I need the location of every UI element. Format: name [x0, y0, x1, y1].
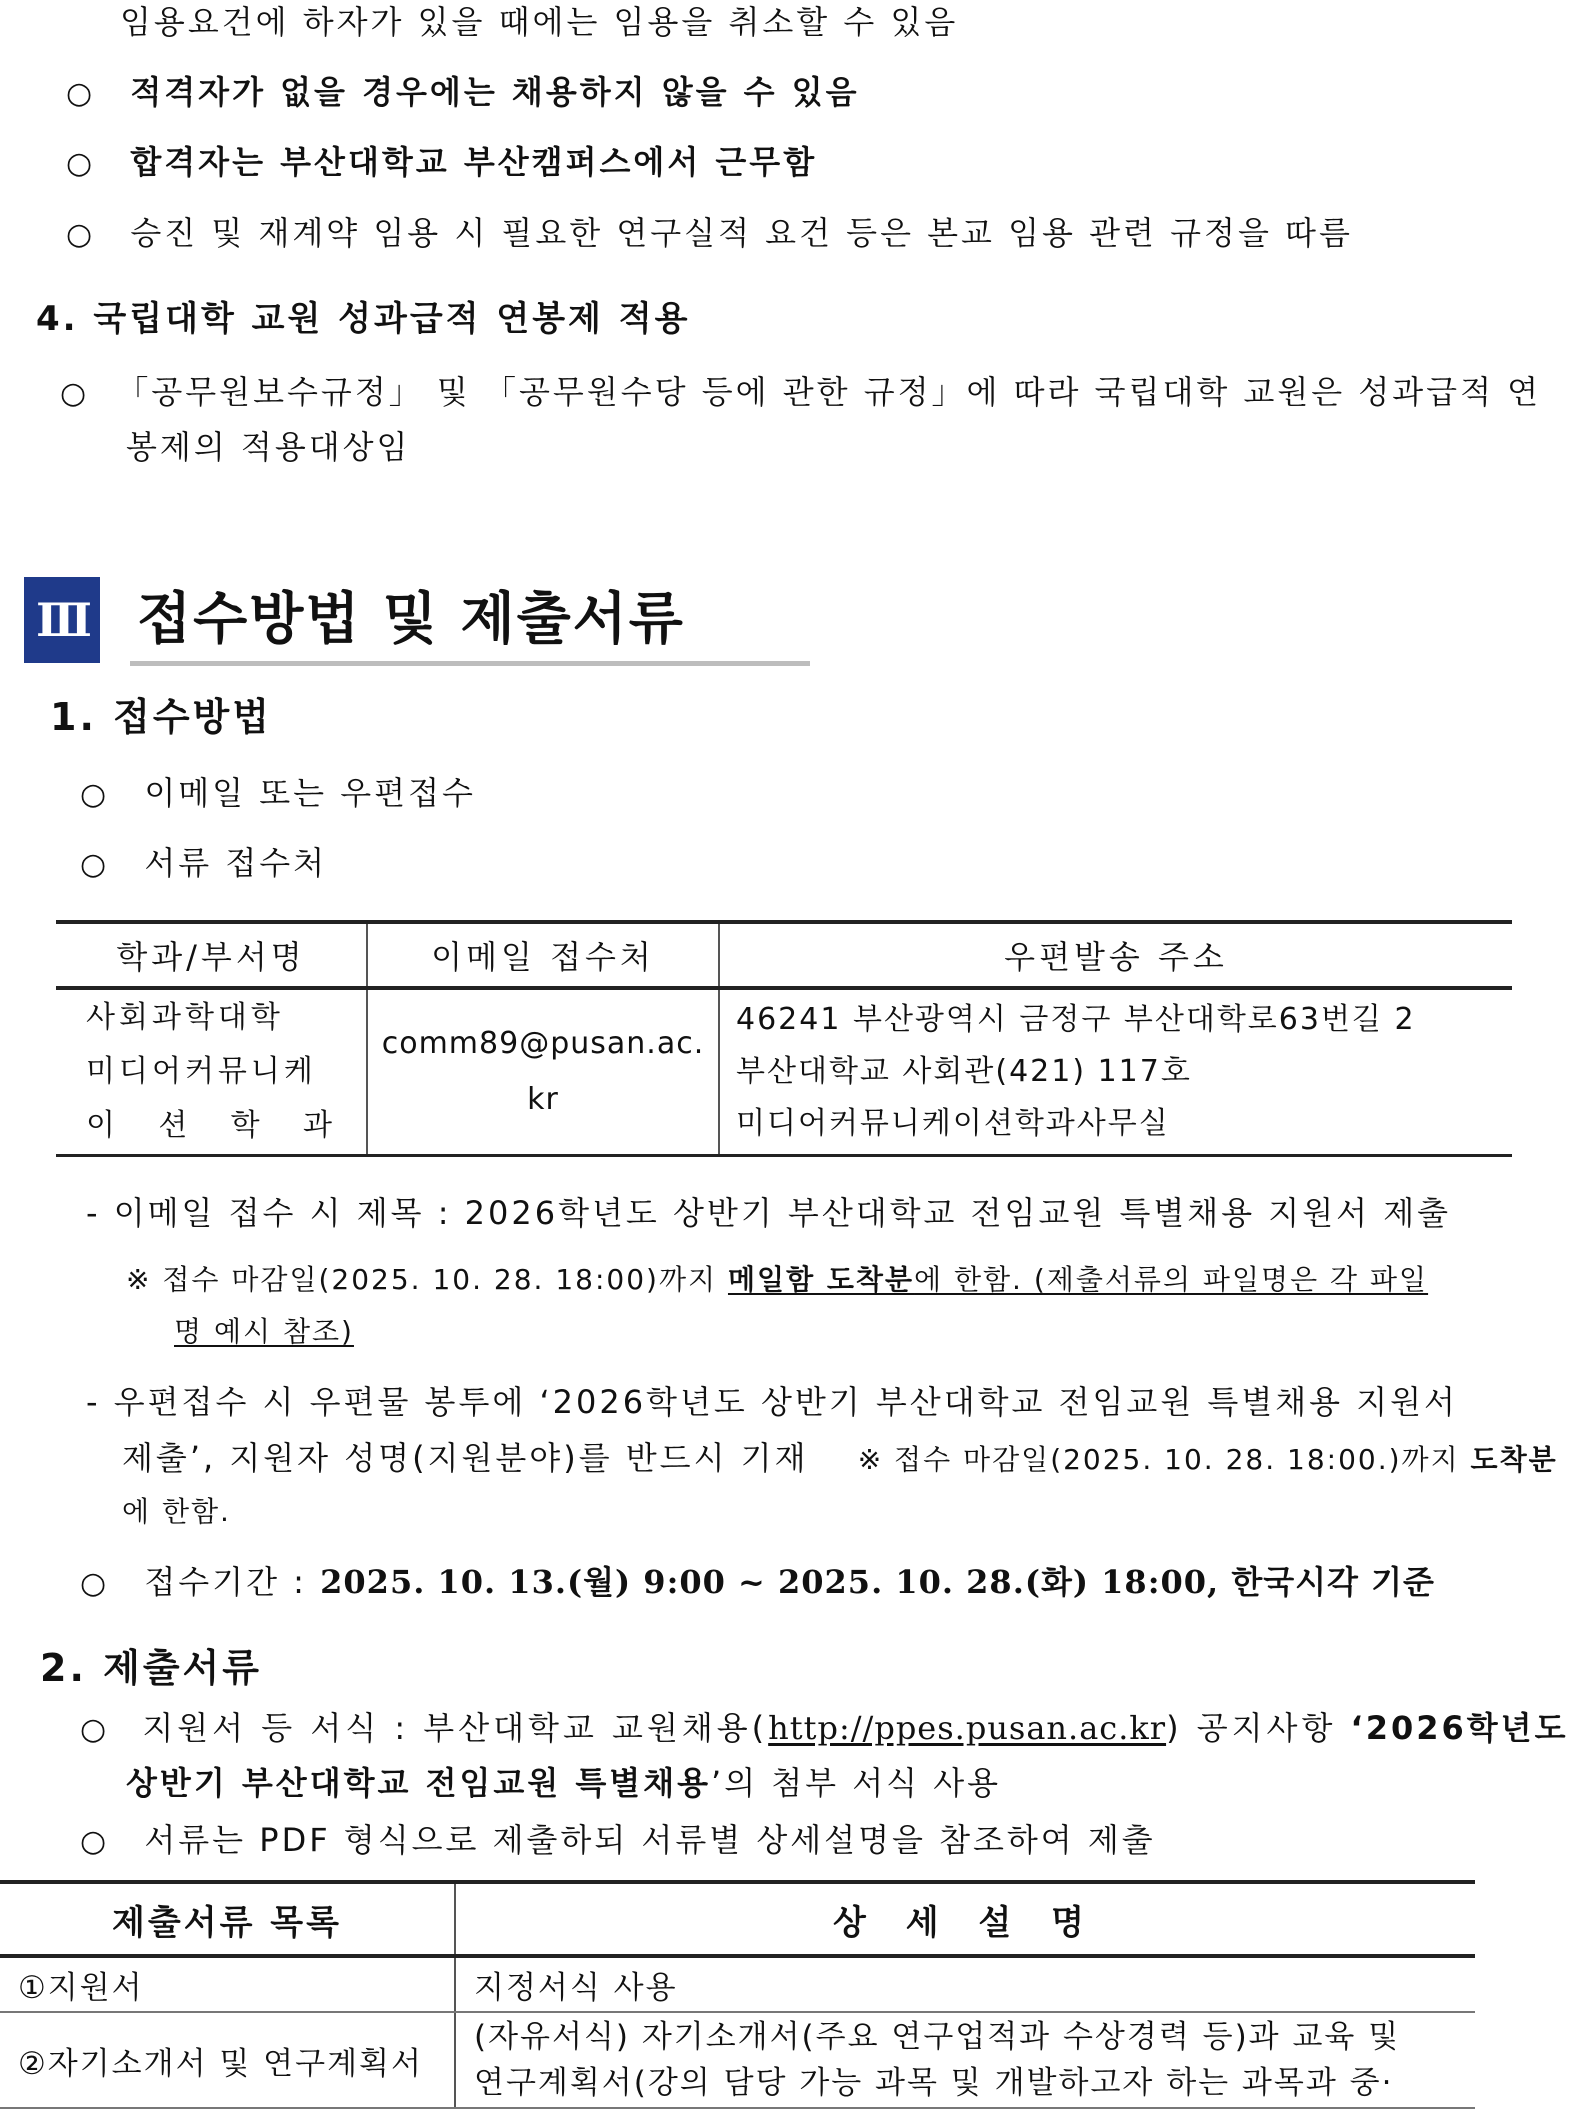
email-ref-text: 에 한함. (제출서류의 파일명은 각 파일 — [914, 1263, 1429, 1296]
section-title: 접수방법 및 제출서류 — [137, 587, 685, 652]
email-line: kr — [527, 1082, 559, 1117]
column-header: 상 세 설 명 — [455, 1882, 1475, 1956]
bullet-icon: ○ — [80, 847, 110, 882]
column-header: 우편발송 주소 — [719, 922, 1512, 988]
bullet-icon: ○ — [80, 1566, 110, 1601]
documents-item-1 — [80, 1708, 1569, 1750]
address-cell — [719, 988, 1512, 1156]
doc-item-emphasis: 상반기 부산대학교 전임교원 특별채용 — [126, 1764, 712, 1802]
list-item-text: 이메일 또는 우편접수 — [144, 774, 476, 812]
email-ref-text: ※ 접수 마감일(2025. 10. 28. 18:00)까지 — [126, 1263, 728, 1296]
post-note-line-3: 에 한함. — [122, 1495, 231, 1528]
documents-heading: 2. 제출서류 — [40, 1646, 262, 1690]
bullet-icon: ○ — [60, 376, 90, 411]
doc-item-text: 지원서 등 서식 : 부산대학교 교원채용( — [142, 1709, 769, 1747]
post-note-text: 제출’, 지원자 성명(지원분야)를 반드시 기재 — [122, 1439, 809, 1477]
bullet-icon: ○ — [66, 146, 96, 181]
dept-line: 미디어커뮤니케 — [86, 1054, 317, 1089]
section-numeral-badge: Ⅲ — [24, 577, 100, 663]
table-row — [0, 2012, 1475, 2108]
list-item-text: 적격자가 없을 경우에는 채용하지 않을 수 있음 — [130, 73, 860, 111]
doc-desc-line: 연구계획서(강의 담당 가능 과목 및 개발하고자 하는 과목과 중· — [474, 2065, 1394, 2101]
table-header-row — [0, 1882, 1475, 1956]
list-item — [66, 142, 817, 184]
doc-item-text: ) 공지사항 — [1166, 1709, 1351, 1747]
sec4-line-2: 봉제의 적용대상임 — [126, 428, 411, 466]
address-line: 미디어커뮤니케이션학과사무실 — [736, 1106, 1170, 1141]
section-title-rule — [130, 661, 810, 666]
list-item — [80, 843, 327, 885]
list-item-text: 합격자는 부산대학교 부산캠퍼스에서 근무함 — [130, 143, 818, 181]
reception-period — [80, 1562, 1435, 1604]
column-header: 학과/부서명 — [56, 922, 367, 988]
dept-line: 사회과학대학 — [86, 1000, 284, 1035]
list-item — [66, 72, 860, 114]
post-ref-text: ※ 접수 마감일(2025. 10. 28. 18:00.)까지 — [857, 1443, 1471, 1476]
top-continuation-line: 임용요건에 하자가 있을 때에는 임용을 취소할 수 있음 — [120, 3, 959, 41]
email-ref-text: 명 예시 참조) — [174, 1315, 354, 1348]
table-row — [56, 988, 1512, 1156]
doc-desc-line: (자유서식) 자기소개서(주요 연구업적과 수상경력 등)과 교육 및 — [474, 2019, 1401, 2055]
doc-name-cell: ①지원서 — [0, 1956, 455, 2012]
bullet-icon: ○ — [66, 76, 96, 111]
post-note-line-1: - 우편접수 시 우편물 봉투에 ‘2026학년도 상반기 부산대학교 전임교원 특별채용 지원서 — [86, 1383, 1458, 1421]
bullet-icon: ○ — [80, 777, 110, 812]
documents-item-1-line-2 — [126, 1763, 1001, 1803]
bullet-icon: ○ — [66, 217, 96, 252]
bullet-icon: ○ — [80, 1712, 110, 1747]
column-header: 제출서류 목록 — [0, 1882, 455, 1956]
table-header-row — [56, 922, 1512, 988]
doc-name-cell: ②자기소개서 및 연구계획서 — [0, 2012, 455, 2108]
bullet-icon: ○ — [80, 1824, 110, 1859]
list-item-text: 승진 및 재계약 임용 시 필요한 연구실적 요건 등은 본교 임용 관련 규정을 따름 — [130, 214, 1353, 252]
doc-desc-cell — [455, 2012, 1475, 2108]
list-item-text: 서류 접수처 — [144, 844, 328, 882]
documents-item-2 — [80, 1820, 1156, 1862]
sec4-text — [60, 372, 1541, 414]
documents-table — [0, 1880, 1475, 2109]
recruitment-site-link[interactable]: http://ppes.pusan.ac.kr — [768, 1709, 1167, 1747]
dept-line: 이 션 학 과 — [86, 1108, 336, 1143]
email-line: comm89@pusan.ac. — [381, 1026, 705, 1061]
dept-cell — [56, 988, 367, 1156]
section-4-heading: 4. 국립대학 교원 성과급적 연봉제 적용 — [36, 299, 691, 339]
reception-heading: 1. 접수방법 — [50, 695, 272, 739]
period-value: 2025. 10. 13.(월) 9:00 ~ 2025. 10. 28.(화) 18:00, 한국시각 기준 — [320, 1563, 1435, 1601]
period-label: 접수기간 : — [144, 1563, 321, 1601]
email-ref-emphasis: 메일함 도착분 — [727, 1263, 915, 1296]
doc-desc-cell: 지정서식 사용 — [455, 1956, 1475, 2012]
column-header: 이메일 접수처 — [367, 922, 719, 988]
doc-item-text: ’의 첨부 서식 사용 — [711, 1764, 1002, 1802]
email-reference-note — [126, 1262, 1428, 1298]
list-item — [80, 773, 476, 815]
email-cell — [367, 988, 719, 1156]
address-line: 46241 부산광역시 금정구 부산대학로63번길 2 — [736, 1002, 1416, 1037]
sec4-line-1: 「공무원보수규정」 및 「공무원수당 등에 관한 규정」에 따라 국립대학 교원은 성과급적 연 — [116, 373, 1542, 411]
doc-item-text: 서류는 PDF 형식으로 제출하되 서류별 상세설명을 참조하여 제출 — [144, 1821, 1156, 1859]
reception-table — [56, 920, 1512, 1157]
post-ref-emphasis: 도착분 — [1470, 1443, 1558, 1476]
doc-item-emphasis: ‘2026학년도 — [1350, 1709, 1569, 1747]
table-row — [0, 1956, 1475, 2012]
address-line: 부산대학교 사회관(421) 117호 — [736, 1054, 1192, 1089]
email-note: - 이메일 접수 시 제목 : 2026학년도 상반기 부산대학교 전임교원 특별채용 지원서 제출 — [86, 1194, 1452, 1232]
list-item — [66, 213, 1353, 255]
post-note-line-2 — [122, 1438, 1558, 1480]
